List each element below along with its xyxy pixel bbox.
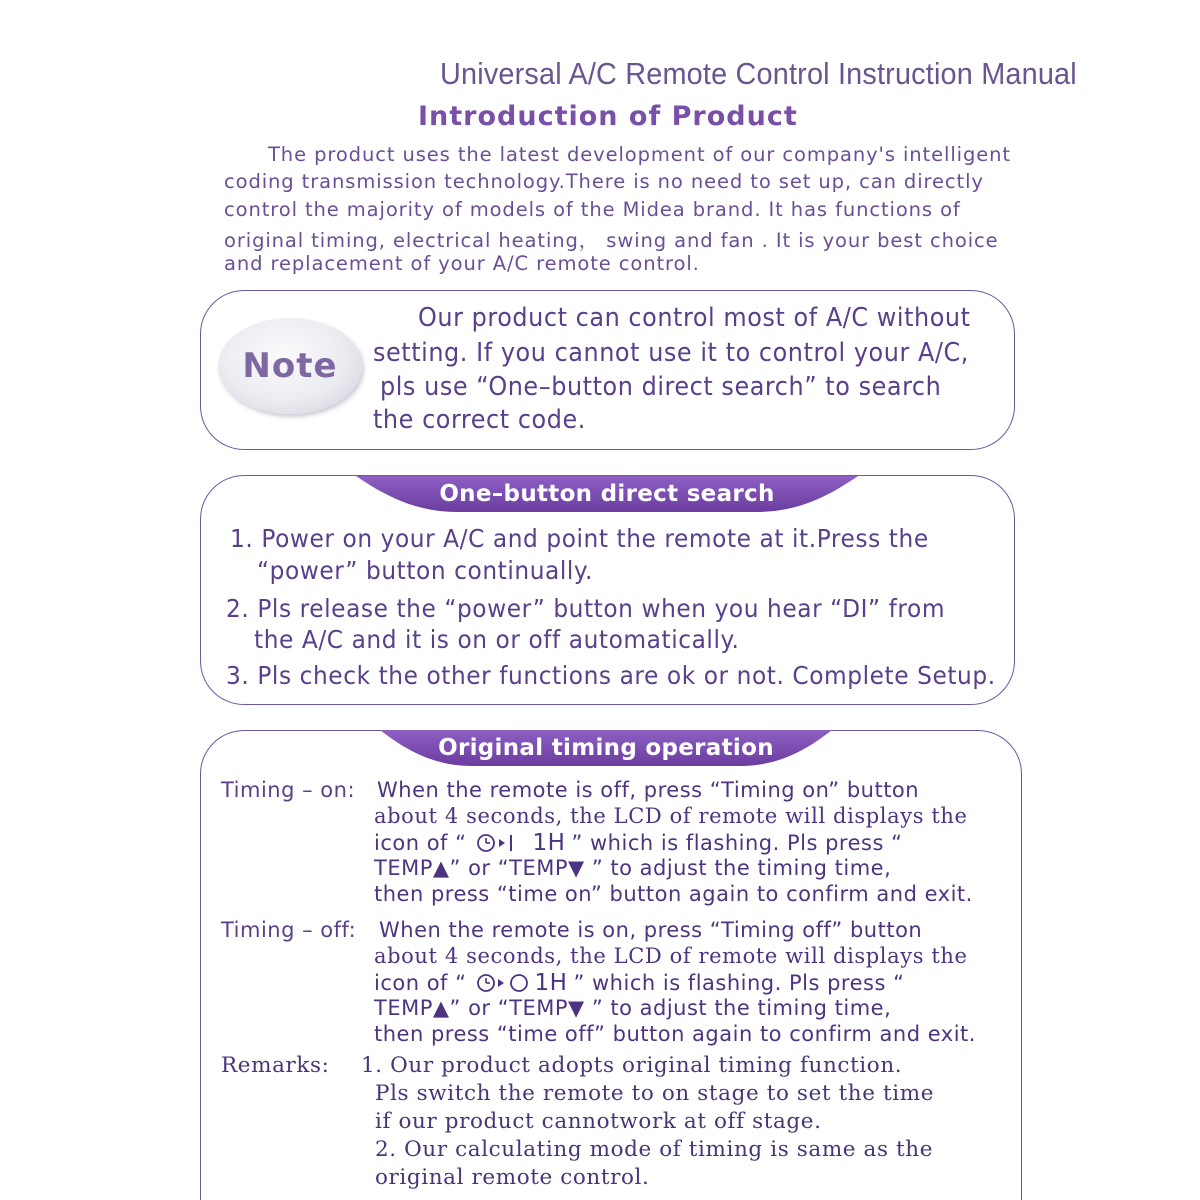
timing-off-line: then press “time off” button again to confirm and exit.: [374, 1022, 976, 1046]
timing-off-line: TEMP▲” or “TEMP▼ ” to adjust the timing time,: [374, 996, 892, 1020]
note-badge: [218, 318, 362, 414]
timing-on-label: Timing – on:: [221, 778, 356, 802]
timing-banner: [380, 726, 832, 770]
search-step: 1. Power on your A/C and point the remote at it.Press the: [230, 524, 929, 553]
timing-on-icon-line: [374, 830, 902, 856]
remarks-line: original remote control.: [375, 1165, 650, 1190]
section-title-introduction: Introduction of Product: [418, 101, 798, 132]
note-line: pls use “One–button direct search” to search: [380, 372, 942, 402]
search-step: the A/C and it is on or off automatically.: [254, 625, 740, 654]
note-line: Our product can control most of A/C without: [418, 303, 971, 333]
remarks-line: 1. Our product adopts original timing function.: [361, 1053, 903, 1078]
remarks-line: if our product cannotwork at off stage.: [375, 1109, 822, 1134]
note-line: setting. If you cannot use it to control your A/C,: [373, 338, 969, 368]
manual-title: Universal A/C Remote Control Instruction Manual: [440, 56, 1077, 91]
search-step: 3. Pls check the other functions are ok or not. Complete Setup.: [226, 661, 996, 690]
search-step: “power” button continually.: [257, 556, 593, 585]
remarks-line: 2. Our calculating mode of timing is same as the: [375, 1137, 934, 1162]
timing-off-icon-line: [374, 970, 904, 996]
remarks-label: Remarks:: [221, 1053, 330, 1078]
timing-on-line: TEMP▲” or “TEMP▼ ” to adjust the timing time,: [374, 856, 892, 880]
note-badge-label: Note: [242, 346, 338, 386]
intro-line: The product uses the latest development of our company's intelligent: [268, 143, 1011, 166]
timing-on-line: When the remote is off, press “Timing on” button: [377, 778, 920, 802]
timing-on-line3-a: icon of “: [374, 831, 467, 855]
timing-off-line: When the remote is on, press “Timing off” button: [379, 918, 923, 942]
remarks-line: Pls switch the remote to on stage to set the time: [375, 1081, 935, 1106]
intro-line: control the majority of models of the Midea brand. It has functions of: [224, 198, 961, 221]
timing-on-icon-hours: 1H: [532, 830, 566, 856]
clock-timer-on-icon: [475, 831, 531, 855]
timing-off-line3-b: ” which is flashing. Pls press “: [573, 971, 905, 995]
timing-off-line3-a: icon of “: [374, 971, 467, 995]
search-banner-label: One–button direct search: [439, 481, 775, 507]
intro-line: coding transmission technology.There is no need to set up, can directly: [224, 170, 984, 193]
search-step: 2. Pls release the “power” button when you hear “DI” from: [226, 594, 946, 623]
timing-banner-label: Original timing operation: [438, 735, 774, 761]
timing-off-icon-hours: 1H: [534, 970, 568, 996]
search-banner: [356, 472, 858, 516]
note-line: the correct code.: [373, 405, 586, 435]
timing-off-line: about 4 seconds, the LCD of remote will displays the: [374, 944, 968, 968]
intro-line: original timing, electrical heating， swing and fan . It is your best choice: [224, 229, 999, 252]
timing-on-line: then press “time on” button again to confirm and exit.: [374, 882, 973, 906]
timing-off-label: Timing – off:: [221, 918, 357, 942]
timing-on-line: about 4 seconds, the LCD of remote will displays the: [374, 804, 968, 828]
clock-timer-off-icon: [475, 971, 533, 995]
intro-line: and replacement of your A/C remote control.: [224, 252, 700, 275]
timing-on-line3-b: ” which is flashing. Pls press “: [571, 831, 903, 855]
